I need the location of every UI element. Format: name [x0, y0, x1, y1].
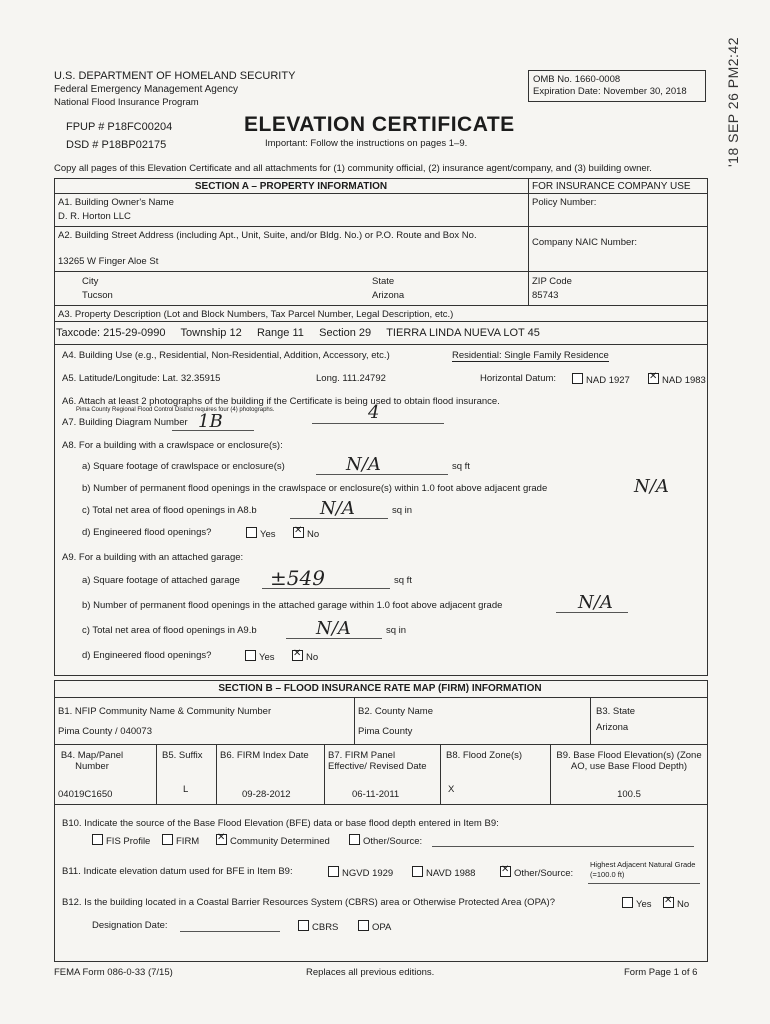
a2-value: 13265 W Finger Aloe St [58, 256, 159, 267]
replaces-note: Replaces all previous editions. [306, 967, 435, 978]
b10-fis-checkbox[interactable] [92, 834, 103, 845]
designation-date-label: Designation Date: [92, 920, 168, 931]
section-b-title: SECTION B – FLOOD INSURANCE RATE MAP (FIRM) INFORMATION [218, 683, 542, 694]
a5-datum-label: Horizontal Datum: [480, 373, 557, 384]
a1-label: A1. Building Owner's Name [58, 197, 174, 208]
b12-yes-checkbox[interactable] [622, 897, 633, 908]
a6-handwritten: 4 [368, 402, 380, 423]
city-value: Tucson [82, 290, 113, 301]
b11-other-option[interactable]: ✕ Other/Source: [500, 866, 573, 879]
fpup-number: FPUP # P18FC00204 [66, 121, 173, 133]
b3-label: B3. State [596, 706, 636, 717]
a9d-no-checkbox[interactable] [292, 650, 303, 661]
a7-label: A7. Building Diagram Number [62, 417, 188, 428]
a8a-unit: sq ft [452, 461, 470, 472]
nad1927-option[interactable]: NAD 1927 [572, 373, 630, 386]
b9-label: B9. Base Flood Elevation(s) (Zone AO, use Base Flood Depth) [556, 750, 702, 772]
cbrs-checkbox[interactable] [298, 920, 309, 931]
a8d-label: d) Engineered flood openings? [82, 527, 212, 538]
b10-fis-option[interactable]: FIS Profile [92, 834, 150, 847]
b11-label: B11. Indicate elevation datum used for BFE in Item B9: [62, 866, 293, 877]
a9d-no-option[interactable]: ✕ No [292, 650, 318, 663]
city-label: City [82, 276, 99, 287]
b8-value: X [448, 784, 455, 795]
nad1983-option[interactable]: ✕ NAD 1983 [648, 373, 706, 386]
a8b-handwritten: N/A [634, 476, 669, 497]
b6-value: 09-28-2012 [242, 789, 291, 800]
a8c-unit: sq in [392, 505, 413, 516]
a8c-label: c) Total net area of flood openings in A8.b [82, 505, 257, 516]
a9c-label: c) Total net area of flood openings in A9.b [82, 625, 257, 636]
a9a-handwritten: ±549 [270, 566, 325, 590]
b11-navd-checkbox[interactable] [412, 866, 423, 877]
a2-label: A2. Building Street Address (including Apt., Unit, Suite, and/or Bldg. No.) or P.O. Route and Box No. [58, 230, 477, 241]
a9-label: A9. For a building with an attached garage: [62, 552, 244, 563]
a9d-yes-option[interactable]: Yes [245, 650, 275, 663]
cbrs-option[interactable]: CBRS [298, 920, 338, 933]
a8c-handwritten: N/A [320, 498, 355, 519]
received-stamp: '18 SEP 26 PM2:42 [725, 37, 741, 167]
important-note: Important: Follow the instructions on pages 1–9. [265, 138, 468, 149]
naic-label: Company NAIC Number: [532, 237, 638, 248]
b10-firm-checkbox[interactable] [162, 834, 173, 845]
b5-label: B5. Suffix [162, 750, 203, 761]
form-number: FEMA Form 086-0-33 (7/15) [54, 967, 173, 978]
a8d-yes-checkbox[interactable] [246, 527, 257, 538]
page-title: ELEVATION CERTIFICATE [244, 113, 515, 136]
zip-value: 85743 [532, 290, 559, 301]
b4-value: 04019C1650 [58, 789, 113, 800]
a9a-unit: sq ft [394, 575, 412, 586]
a9c-unit: sq in [386, 625, 407, 636]
a8d-no-option[interactable]: ✕ No [293, 527, 319, 540]
a9d-yes-checkbox[interactable] [245, 650, 256, 661]
a6-note: Pima County Regional Flood Control District requires four (4) photographs. [76, 407, 275, 413]
a5-longitude: Long. 111.24792 [316, 373, 386, 384]
program-name: National Flood Insurance Program [54, 97, 199, 108]
a9b-label: b) Number of permanent flood openings in the attached garage within 1.0 foot above adjacent grade [82, 600, 503, 611]
b6-label: B6. FIRM Index Date [220, 750, 309, 761]
section-a-title: SECTION A – PROPERTY INFORMATION [194, 181, 388, 192]
b7-label: B7. FIRM Panel Effective/ Revised Date [328, 750, 427, 772]
opa-option[interactable]: OPA [358, 920, 391, 933]
agency-name: Federal Emergency Management Agency [54, 84, 238, 95]
b11-ngvd-checkbox[interactable] [328, 866, 339, 877]
copy-note: Copy all pages of this Elevation Certificate and all attachments for (1) community official, (2) insurance agent/company, and (3) building owner. [54, 163, 652, 174]
b10-community-option[interactable]: ✕ Community Determined [216, 834, 330, 847]
b11-navd-option[interactable]: NAVD 1988 [412, 866, 475, 879]
state-label: State [372, 276, 395, 287]
b12-yes-option[interactable]: Yes [622, 897, 652, 910]
a9a-label: a) Square footage of attached garage [82, 575, 240, 586]
a3-label: A3. Property Description (Lot and Block Numbers, Tax Parcel Number, Legal Description, etc.) [58, 309, 454, 320]
insurance-use-title: FOR INSURANCE COMPANY USE [532, 181, 691, 192]
a5-latitude: A5. Latitude/Longitude: Lat. 32.35915 [62, 373, 221, 384]
b10-other-checkbox[interactable] [349, 834, 360, 845]
nad1927-checkbox[interactable] [572, 373, 583, 384]
b12-label: B12. Is the building located in a Coastal Barrier Resources System (CBRS) area or Otherwise Protected Area (OPA)? [62, 897, 555, 908]
b2-value: Pima County [358, 726, 413, 737]
a1-value: D. R. Horton LLC [58, 211, 131, 222]
zip-label: ZIP Code [532, 276, 572, 287]
b11-ngvd-option[interactable]: NGVD 1929 [328, 866, 393, 879]
a4-label: A4. Building Use (e.g., Residential, Non-Residential, Addition, Accessory, etc.) [62, 350, 390, 361]
b4-label: B4. Map/Panel Number [60, 750, 124, 772]
b1-value: Pima County / 040073 [58, 726, 153, 737]
b3-value: Arizona [596, 722, 629, 733]
a6-label: A6. Attach at least 2 photographs of the building if the Certificate is being used to obtain flood insurance. [62, 396, 500, 407]
b10-firm-option[interactable]: FIRM [162, 834, 199, 847]
a4-value: Residential: Single Family Residence [452, 350, 609, 361]
b10-other-option[interactable]: Other/Source: [349, 834, 422, 847]
a9c-handwritten: N/A [316, 618, 351, 639]
nad1983-checkbox[interactable] [648, 373, 659, 384]
a9b-handwritten: N/A [578, 592, 613, 613]
a7-handwritten: 1B [198, 411, 223, 432]
b1-label: B1. NFIP Community Name & Community Number [58, 706, 272, 717]
page-number: Form Page 1 of 6 [624, 967, 698, 978]
omb-number: OMB No. 1660-0008 [533, 74, 621, 85]
b10-label: B10. Indicate the source of the Base Flood Elevation (BFE) data or base flood depth entered in Item B9: [62, 818, 499, 829]
a8d-no-checkbox[interactable] [293, 527, 304, 538]
a9d-label: d) Engineered flood openings? [82, 650, 212, 661]
opa-checkbox[interactable] [358, 920, 369, 931]
b12-no-checkbox[interactable] [663, 897, 674, 908]
b11-other-value: Highest Adjacent Natural Grade (=100.0 ft) [590, 860, 696, 879]
b12-no-option[interactable]: ✕ No [663, 897, 689, 910]
a8b-label: b) Number of permanent flood openings in the crawlspace or enclosure(s) within 1.0 foot above adjacent grade [82, 483, 548, 494]
policy-number-label: Policy Number: [532, 197, 597, 208]
b5-value: L [183, 784, 189, 795]
state-value: Arizona [372, 290, 405, 301]
a3-value: Taxcode: 215-29-0990 Township 12 Range 11 Section 29 TIERRA LINDA NUEVA LOT 45 [56, 327, 540, 339]
a8a-handwritten: N/A [346, 454, 381, 475]
a8-label: A8. For a building with a crawlspace or enclosure(s): [62, 440, 283, 451]
dsd-number: DSD # P18BP02175 [66, 139, 167, 151]
b11-other-checkbox[interactable] [500, 866, 511, 877]
dept-name: U.S. DEPARTMENT OF HOMELAND SECURITY [54, 70, 296, 82]
a8d-yes-option[interactable]: Yes [246, 527, 276, 540]
expiration-date: Expiration Date: November 30, 2018 [533, 86, 687, 97]
a8a-label: a) Square footage of crawlspace or enclosure(s) [82, 461, 285, 472]
b7-value: 06-11-2011 [352, 789, 400, 800]
b8-label: B8. Flood Zone(s) [446, 750, 523, 761]
b2-label: B2. County Name [358, 706, 433, 717]
b9-value: 100.5 [617, 789, 641, 800]
b10-community-checkbox[interactable] [216, 834, 227, 845]
